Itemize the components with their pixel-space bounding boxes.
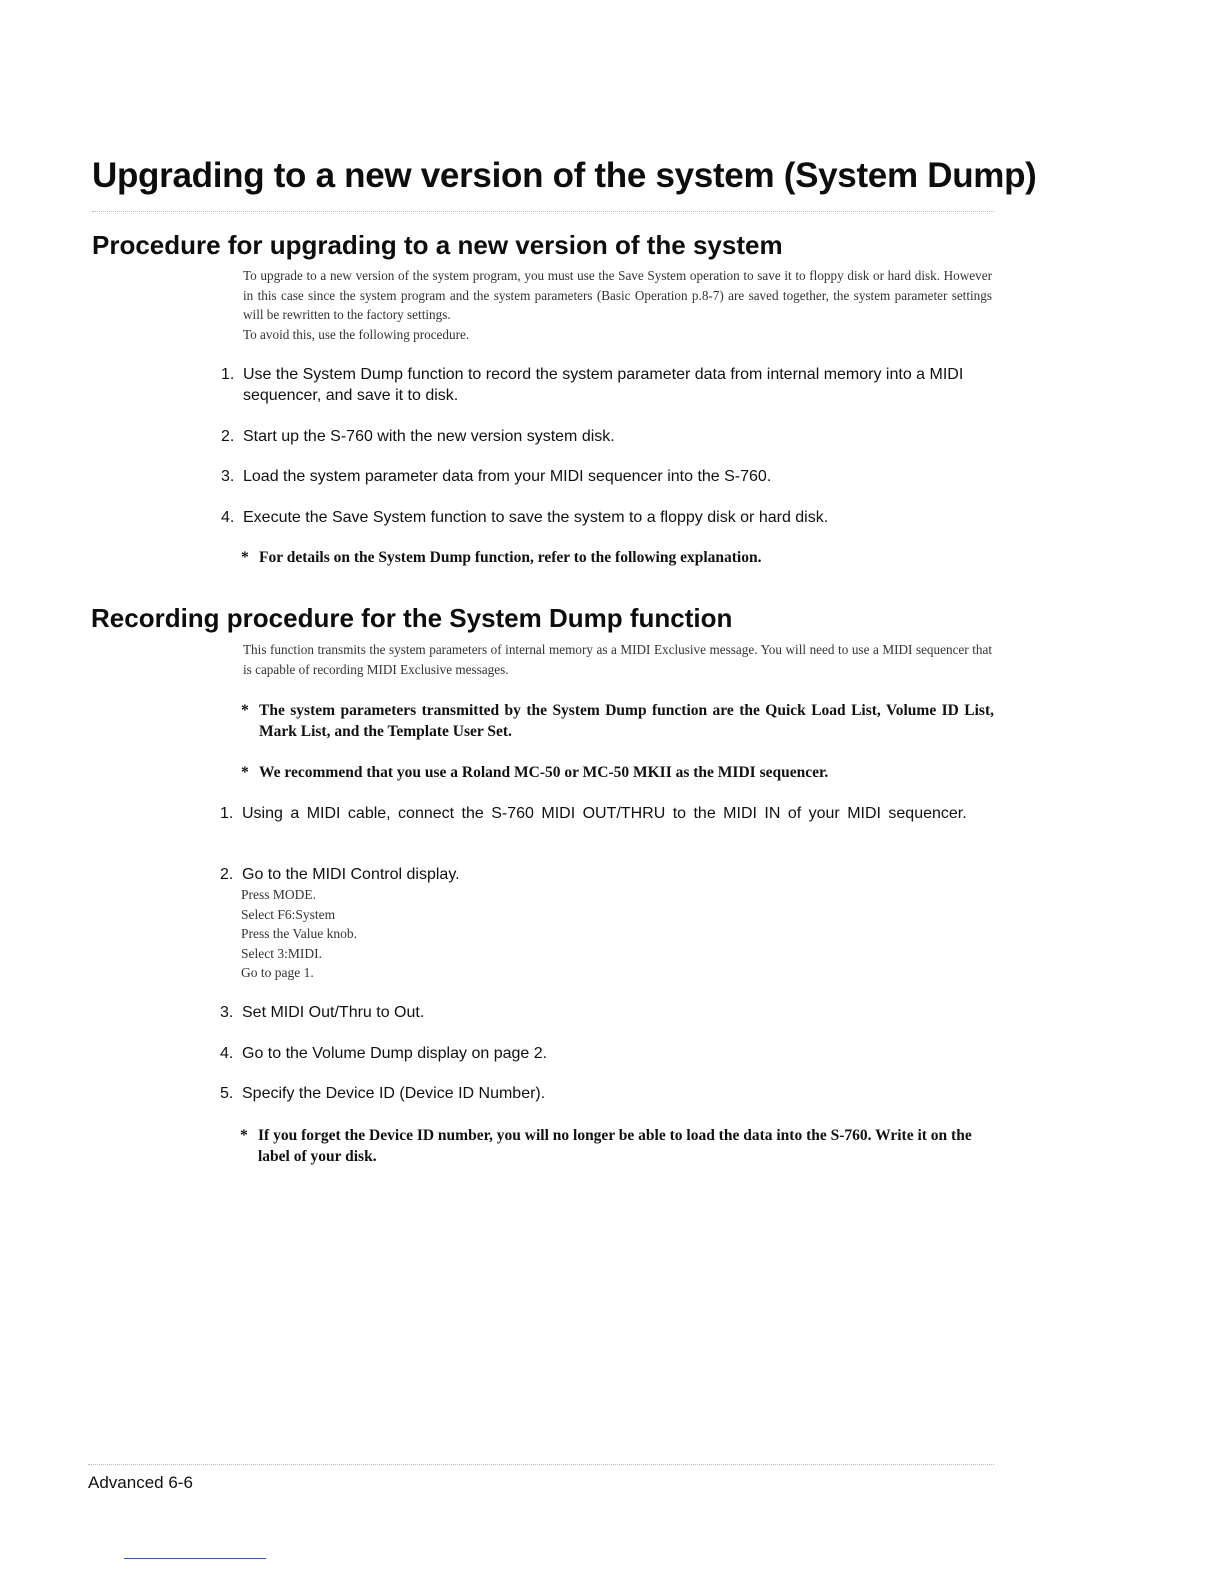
- step-text: Go to the MIDI Control display.: [242, 866, 460, 883]
- note-marker: *: [241, 549, 249, 566]
- page-title: Upgrading to a new version of the system (System Dump): [92, 156, 1037, 195]
- section-intro-upgrade-2: To avoid this, use the following procedure.: [243, 327, 470, 342]
- list-item: [220, 1002, 992, 1024]
- list-item: [221, 466, 993, 488]
- substep-item: Press MODE.: [241, 887, 317, 902]
- note: [241, 547, 994, 569]
- note: [240, 1125, 994, 1169]
- list-item: [220, 864, 992, 886]
- step-number: 1.: [220, 805, 234, 822]
- step-text: Start up the S-760 with the new version system disk.: [243, 428, 615, 445]
- substep-item: Go to page 1.: [241, 965, 314, 980]
- step-number: 4.: [220, 1045, 234, 1062]
- list-item: [220, 1043, 992, 1065]
- substep-list: [241, 885, 641, 983]
- step-number: 4.: [221, 509, 235, 526]
- step-number: 3.: [220, 1004, 234, 1021]
- note: [241, 762, 994, 784]
- list-item: [220, 803, 992, 847]
- note-text: The system parameters transmitted by the System Dump function are the Quick Load List, Volume ID List, Mark List, and the Template User Set.: [259, 702, 994, 740]
- list-item: [221, 426, 993, 448]
- list-item: [221, 364, 993, 408]
- step-text: Go to the Volume Dump display on page 2.: [242, 1045, 548, 1062]
- step-number: 2.: [220, 866, 234, 883]
- step-text: Set MIDI Out/Thru to Out.: [242, 1004, 425, 1021]
- substep-item: Select 3:MIDI.: [241, 945, 322, 961]
- substep-item: Press the Value knob.: [241, 926, 357, 941]
- step-text: Using a MIDI cable, connect the S-760 MIDI OUT/THRU to the MIDI IN of your MIDI sequencer.: [242, 805, 967, 822]
- note-marker: *: [241, 702, 249, 719]
- step-text: Load the system parameter data from your MIDI sequencer into the S-760.: [243, 468, 772, 485]
- note-text: For details on the System Dump function, refer to the following explanation.: [259, 549, 762, 566]
- list-item: [220, 1083, 992, 1105]
- step-number: 3.: [221, 468, 235, 485]
- note-marker: *: [240, 1127, 248, 1144]
- list-item: [221, 507, 993, 529]
- footer-divider: [88, 1464, 994, 1465]
- substep-item: Select F6:System: [241, 906, 336, 922]
- section-intro-recording: This function transmits the system parameters of internal memory as a MIDI Exclusive message. You will need to use a MIDI sequencer that is capable of recording MIDI Exclusive messages.: [243, 642, 992, 677]
- step-text: Use the System Dump function to record the system parameter data from internal memory into a MIDI sequencer, and save it to disk.: [243, 366, 964, 404]
- note-text: If you forget the Device ID number, you will no longer be able to load the data into the S-760. Write it on the label of your disk.: [258, 1127, 972, 1165]
- section-heading-recording: Recording procedure for the System Dump function: [91, 603, 733, 633]
- note: [241, 700, 994, 744]
- section-intro-upgrade: To upgrade to a new version of the system program, you must use the Save System operation to save it to floppy disk or hard disk. However in this case since the system program and the system parameters (Basic Operation p.8-7) are saved together, the system parameter settings will be rewritten to the factory settings.: [243, 268, 992, 322]
- section-heading-upgrade: Procedure for upgrading to a new version of the system: [92, 230, 783, 260]
- step-number: 2.: [221, 428, 235, 445]
- note-marker: *: [241, 764, 249, 781]
- step-text: Execute the Save System function to save the system to a floppy disk or hard disk.: [243, 509, 829, 526]
- page-footer: Advanced 6-6: [88, 1473, 193, 1492]
- step-text: Specify the Device ID (Device ID Number).: [242, 1085, 546, 1102]
- scan-edge-line: [124, 1558, 266, 1559]
- note-text: We recommend that you use a Roland MC-50 or MC-50 MKII as the MIDI sequencer.: [259, 764, 829, 781]
- step-number: 5.: [220, 1085, 234, 1102]
- title-divider: [92, 211, 994, 212]
- step-number: 1.: [221, 366, 235, 383]
